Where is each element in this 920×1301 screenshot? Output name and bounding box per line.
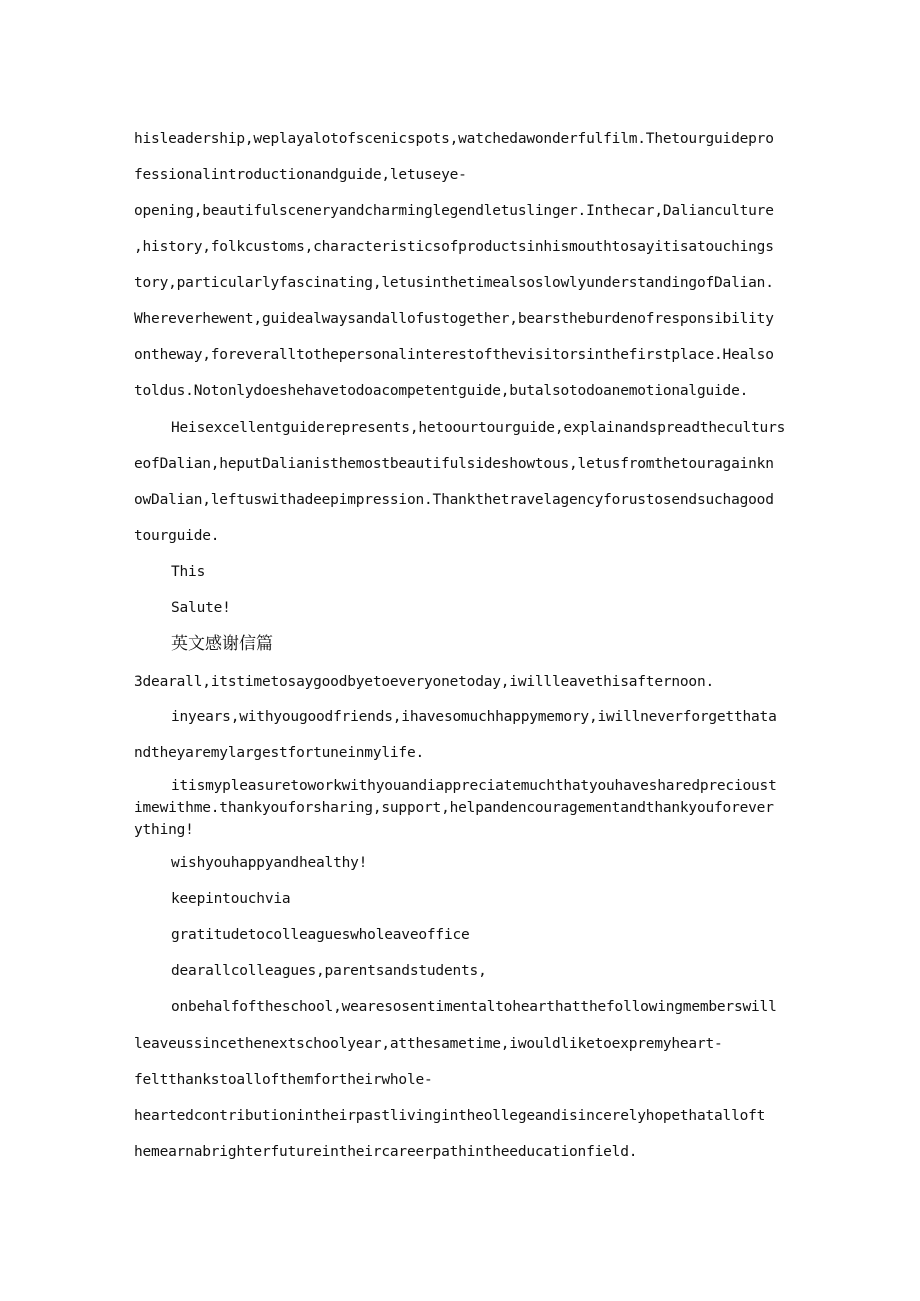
text-line: imewithme.thankyouforsharing,support,helpandencouragementandthankyouforever [134, 800, 774, 816]
text-line: ndtheyaremylargestfortuneinmylife. [134, 745, 425, 761]
text-line: tourguide. [134, 528, 220, 544]
text-line: inyears,withyougoodfriends,ihavesomuchhappymemory,iwillneverforgetthata [171, 709, 777, 725]
text-line: Salute! [171, 600, 231, 616]
text-line: wishyouhappyandhealthy! [171, 855, 368, 871]
text-line: owDalian,leftuswithadeepimpression.Thankthetravelagencyforustosendsuchagood [134, 492, 774, 508]
text-line: eofDalian,heputDalianisthemostbeautifulsideshowtous,letusfromthetouragainkn [134, 456, 774, 472]
text-line: dearallcolleagues,parentsandstudents, [171, 963, 487, 979]
text-line: gratitudetocolleagueswholeaveoffice [171, 927, 470, 943]
text-line: Whereverhewent,guidealwaysandallofustogether,bearstheburdenofresponsibility [134, 311, 774, 327]
text-line: leaveussincethenextschoolyear,atthesametime,iwouldliketoexpremyheart- [134, 1036, 723, 1052]
text-line: opening,beautifulsceneryandcharminglegendletuslinger.Inthecar,Dalianculture [134, 203, 774, 219]
text-line: fessionalintroductionandguide,letuseye- [134, 167, 467, 183]
text-line: heartedcontributionintheirpastlivingintheollegeandisincerelyhopethatalloft [134, 1108, 766, 1124]
text-line: 3dearall,itstimetosaygoodbyetoeveryonetoday,iwillleavethisafternoon. [134, 674, 715, 690]
text-line: Heisexcellentguiderepresents,hetoourtourguide,explainandspreadtheculturs [171, 420, 786, 436]
text-line: ,history,folkcustoms,characteristicsofproductsinhismouthtosayitisatouchings [134, 239, 774, 255]
text-line: itismypleasuretoworkwithyouandiappreciatemuchthatyouhavesharedprecioust [171, 778, 777, 794]
text-line: toldus.Notonlydoeshehavetodoacompetentguide,butalsotodoanemotionalguide. [134, 383, 749, 399]
text-line: feltthankstoallofthemfortheirwhole- [134, 1072, 433, 1088]
text-line: hisleadership,weplayalotofscenicspots,watchedawonderfulfilm.Thetourguidepro [134, 131, 774, 147]
text-line: onbehalfoftheschool,wearesosentimentaltohearthatthefollowingmemberswill [171, 999, 777, 1015]
text-line: This [171, 564, 206, 580]
text-line: ontheway,foreveralltothepersonalinterestofthevisitorsinthefirstplace.Healso [134, 347, 774, 363]
section-heading: 英文感谢信篇 [171, 634, 273, 654]
text-line: hemearnabrighterfutureintheircareerpathintheeducationfield. [134, 1144, 638, 1160]
text-line: tory,particularlyfascinating,letusinthetimealsoslowlyunderstandingofDalian. [134, 275, 774, 291]
text-line: ything! [134, 822, 194, 838]
text-line: keepintouchvia [171, 891, 291, 907]
